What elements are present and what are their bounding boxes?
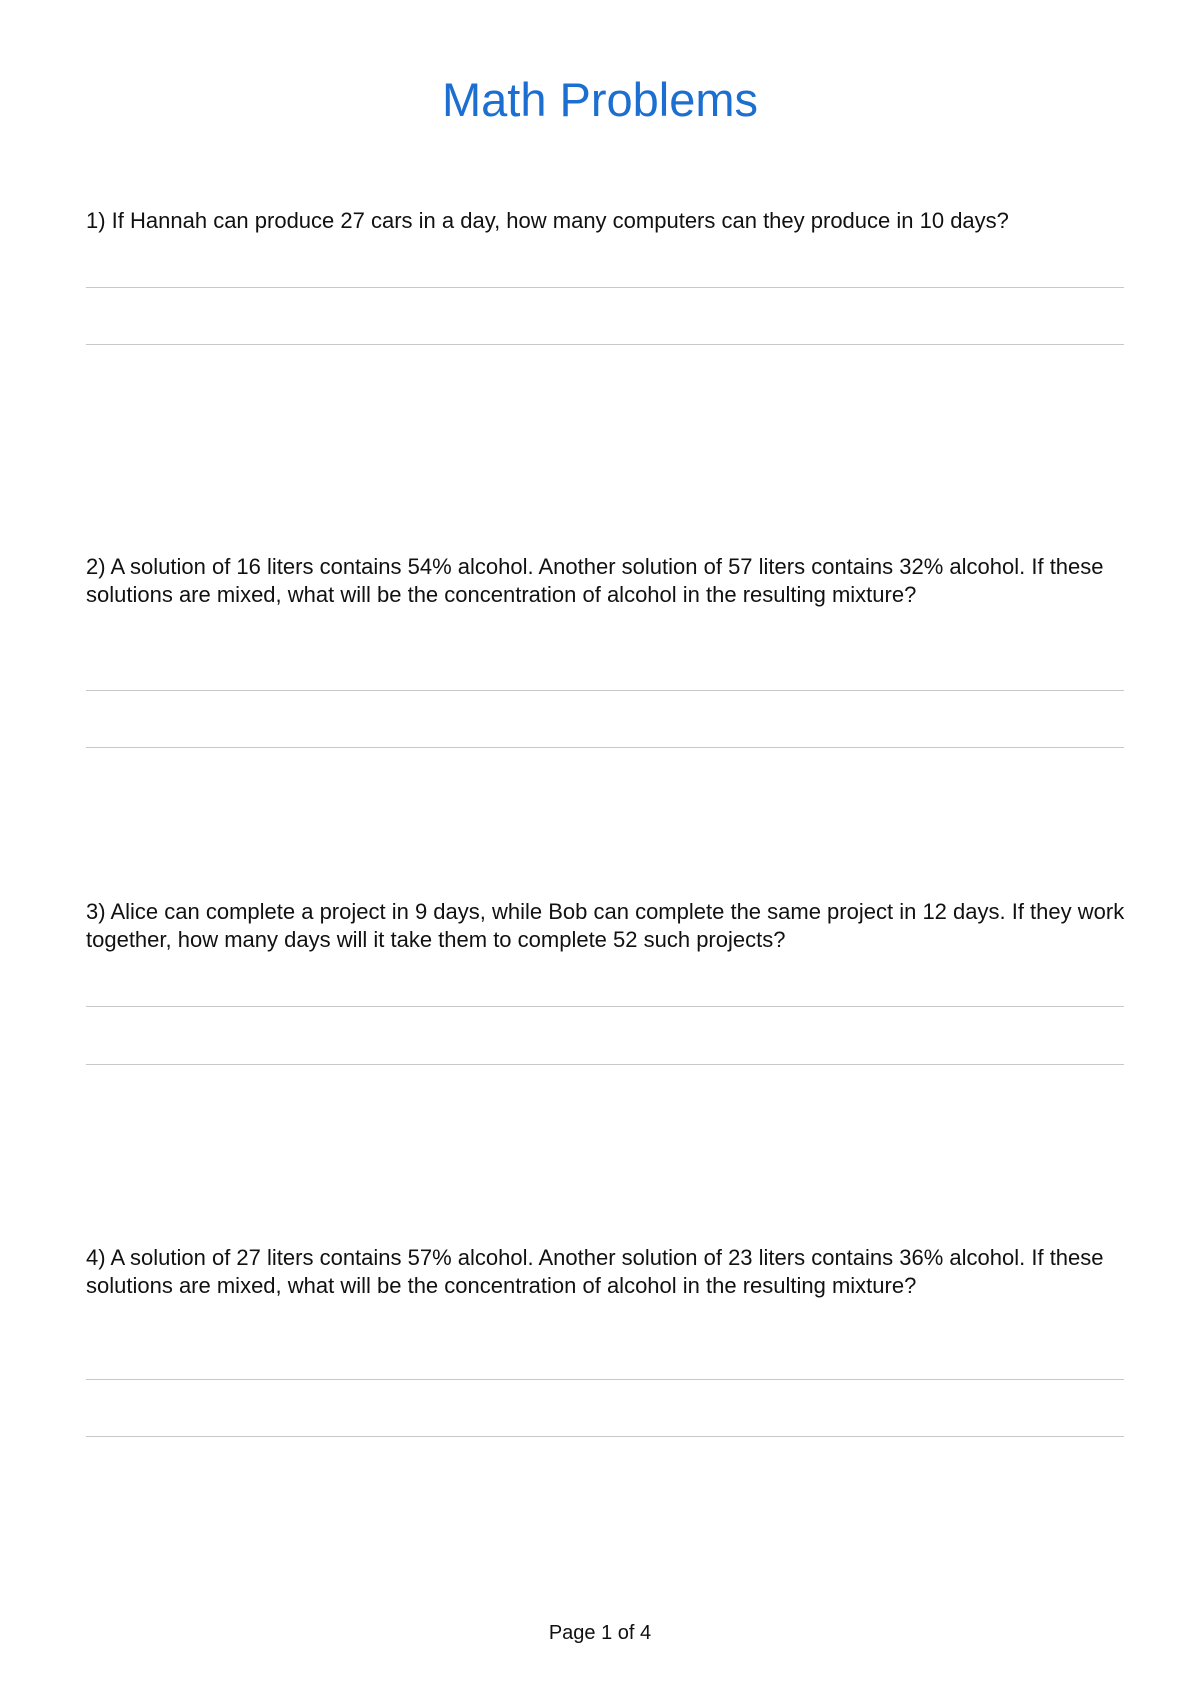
problem-2-text: 2) A solution of 16 liters contains 54% alcohol. Another solution of 57 liters contains 32% alcohol. If these solutions are mixed, what will be the concentration of alcohol in the resulting mixture? <box>86 554 1104 607</box>
answer-line <box>86 1379 1124 1380</box>
answer-line <box>86 287 1124 288</box>
answer-line <box>86 690 1124 691</box>
answer-line <box>86 1064 1124 1065</box>
answer-line <box>86 1006 1124 1007</box>
answer-line <box>86 747 1124 748</box>
page-title: Math Problems <box>441 73 759 126</box>
problem-4-text: 4) A solution of 27 liters contains 57% alcohol. Another solution of 23 liters contains 36% alcohol. If these solutions are mixed, what will be the concentration of alcohol in the resulting mixture? <box>86 1245 1104 1298</box>
answer-line <box>86 344 1124 345</box>
answer-line <box>86 1436 1124 1437</box>
problem-1-text: 1) If Hannah can produce 27 cars in a day, how many computers can they produce in 10 days? <box>86 208 1009 233</box>
page-number: Page 1 of 4 <box>548 1622 652 1644</box>
problem-3-text: 3) Alice can complete a project in 9 days, while Bob can complete the same project in 12 days. If they work together, how many days will it take them to complete 52 such projects? <box>86 899 1125 952</box>
